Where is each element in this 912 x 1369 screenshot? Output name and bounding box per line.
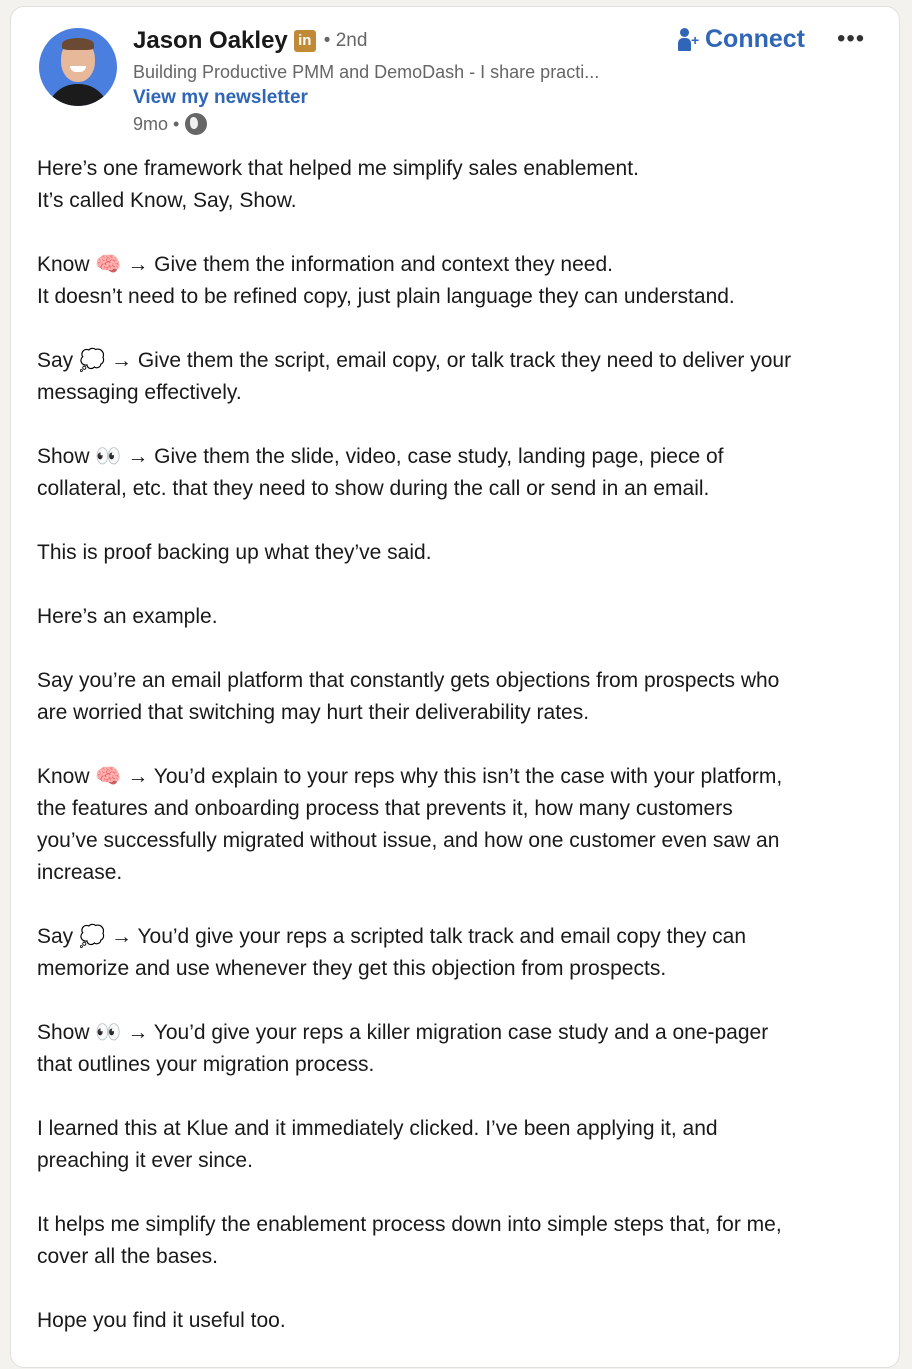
post-line: Here’s an example. <box>37 605 218 628</box>
post-line: you’ve successfully migrated without issue, and how one customer even saw an <box>37 829 780 852</box>
post-paragraph <box>37 1017 877 1081</box>
post-paragraph <box>37 665 877 729</box>
post-line: the features and onboarding process that prevents it, how many customers <box>37 797 733 820</box>
author-avatar[interactable] <box>39 28 117 106</box>
post-paragraph <box>37 601 877 633</box>
post-line: Say you’re an email platform that constantly gets objections from prospects who <box>37 669 780 692</box>
post-line: It’s called Know, Say, Show. <box>37 189 297 212</box>
post-paragraph <box>37 345 877 409</box>
post-line: Hope you find it useful too. <box>37 1309 286 1332</box>
connection-degree: • 2nd <box>323 30 368 51</box>
post-paragraph <box>37 761 877 889</box>
linkedin-premium-icon: in <box>294 30 316 52</box>
post-line: are worried that switching may hurt their deliverability rates. <box>37 701 590 724</box>
post-line: preaching it ever since. <box>37 1149 253 1172</box>
post-card <box>10 6 900 1368</box>
post-line: Here’s one framework that helped me simplify sales enablement. <box>37 157 639 180</box>
post-line: collateral, etc. that they need to show during the call or send in an email. <box>37 477 710 500</box>
avatar-hair <box>62 38 94 50</box>
post-body <box>37 153 877 1369</box>
post-line: Know 🧠 → You’d explain to your reps why this isn’t the case with your platform, <box>37 765 783 788</box>
post-paragraph <box>37 1305 877 1337</box>
post-line: Know 🧠 → Give them the information and context they need. <box>37 253 613 276</box>
post-line: It doesn’t need to be refined copy, just plain language they can understand. <box>37 285 735 308</box>
post-paragraph <box>37 1113 877 1177</box>
post-line: cover all the bases. <box>37 1245 218 1268</box>
author-name-row <box>133 27 367 55</box>
post-meta <box>133 113 207 135</box>
post-paragraph <box>37 249 877 313</box>
post-line: It helps me simplify the enablement process down into simple steps that, for me, <box>37 1213 782 1236</box>
connect-button[interactable] <box>677 25 805 54</box>
connect-label: Connect <box>705 25 805 53</box>
post-line: Show 👀 → Give them the slide, video, case study, landing page, piece of <box>37 445 724 468</box>
post-paragraph <box>37 921 877 985</box>
post-line: messaging effectively. <box>37 381 242 404</box>
globe-icon <box>185 113 207 135</box>
post-timestamp: 9mo • <box>133 113 180 134</box>
post-line: This is proof backing up what they’ve said. <box>37 541 432 564</box>
post-line: memorize and use whenever they get this objection from prospects. <box>37 957 667 980</box>
post-paragraph <box>37 153 877 217</box>
view-newsletter-link[interactable]: View my newsletter <box>133 87 308 108</box>
more-options-button[interactable]: ••• <box>837 25 866 52</box>
post-line: Say 💭 → Give them the script, email copy, or talk track they need to deliver your <box>37 349 792 372</box>
post-line: increase. <box>37 861 123 884</box>
author-name[interactable]: Jason Oakley <box>133 27 288 54</box>
post-line: Show 👀 → You’d give your reps a killer migration case study and a one-pager <box>37 1021 769 1044</box>
post-paragraph <box>37 441 877 505</box>
post-line: that outlines your migration process. <box>37 1053 375 1076</box>
post-line: Say 💭 → You’d give your reps a scripted talk track and email copy they can <box>37 925 747 948</box>
avatar-shirt <box>47 84 109 106</box>
post-paragraph <box>37 537 877 569</box>
post-line: I learned this at Klue and it immediately clicked. I’ve been applying it, and <box>37 1117 718 1140</box>
author-headline: Building Productive PMM and DemoDash - I share practi... <box>133 62 600 82</box>
add-person-icon: + <box>677 27 699 53</box>
post-paragraph <box>37 1209 877 1273</box>
